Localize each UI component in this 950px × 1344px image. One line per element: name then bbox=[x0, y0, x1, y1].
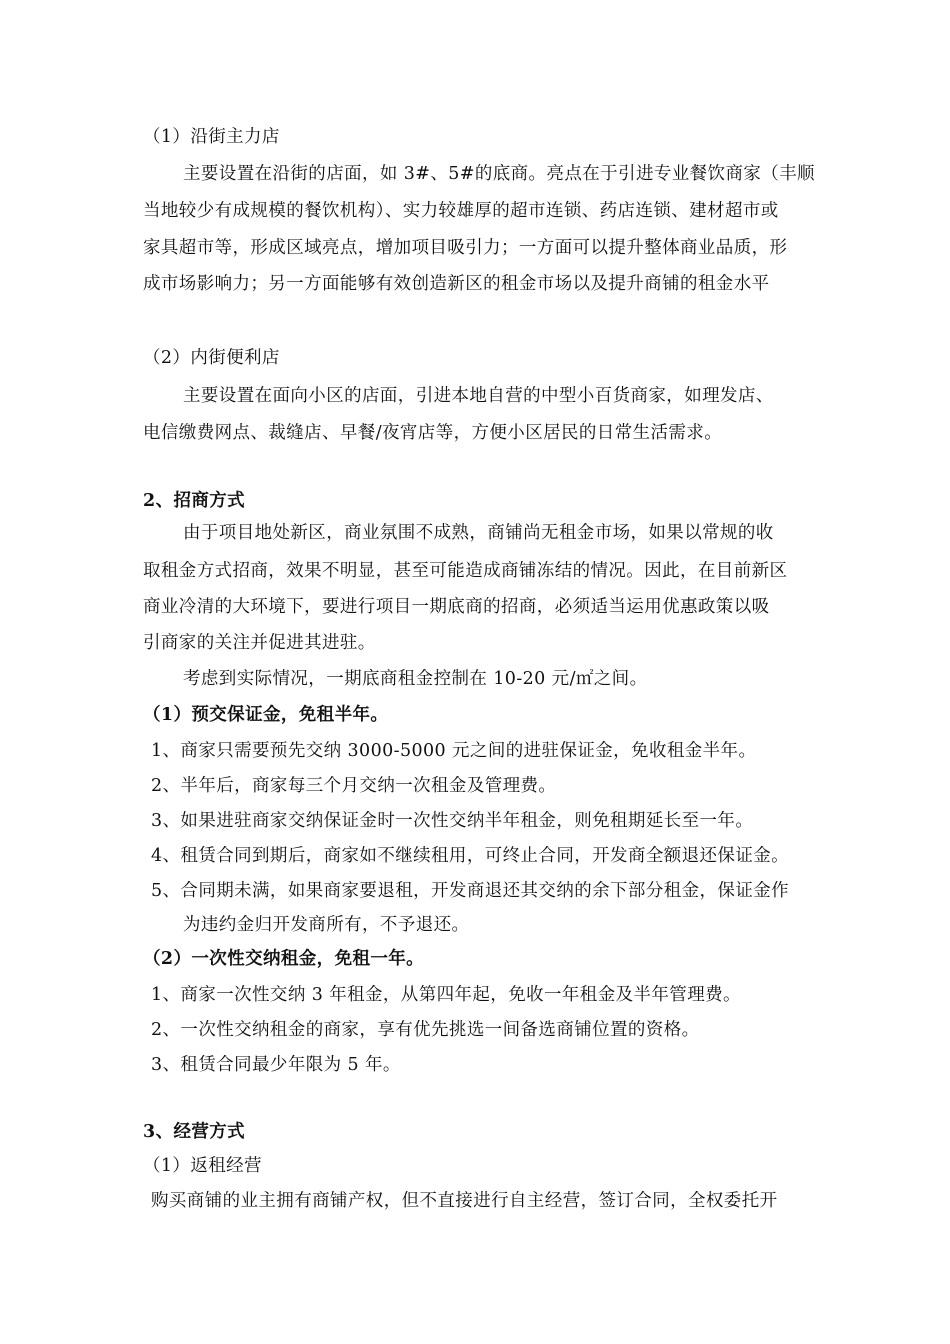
paragraph-line: 家具超市等，形成区域亮点，增加项目吸引力；一方面可以提升整体商业品质，形 bbox=[143, 238, 788, 258]
list-item: 2、半年后，商家每三个月交纳一次租金及管理费。 bbox=[151, 776, 557, 796]
paragraph-line: 当地较少有成规模的餐饮机构）、实力较雄厚的超市连锁、药店连锁、建材超市或 bbox=[143, 201, 779, 221]
paragraph-line: 引商家的关注并促进其进驻。 bbox=[143, 633, 376, 653]
list-item: 3、租赁合同最少年限为 5 年。 bbox=[151, 1055, 401, 1075]
section-heading-leasing-method: 2、招商方式 bbox=[143, 491, 246, 511]
paragraph-line: 购买商铺的业主拥有商铺产权，但不直接进行自主经营，签订合同，全权委托开 bbox=[151, 1191, 778, 1211]
paragraph-line: 由于项目地处新区，商业氛围不成熟，商铺尚无租金市场，如果以常规的收 bbox=[183, 523, 774, 543]
list-item: 3、如果进驻商家交纳保证金时一次性交纳半年租金，则免租期延长至一年。 bbox=[151, 811, 754, 831]
paragraph-line: 成市场影响力；另一方面能够有效创造新区的租金市场以及提升商铺的租金水平 bbox=[143, 274, 770, 294]
list-item: 1、商家只需要预先交纳 3000-5000 元之间的进驻保证金，免收租金半年。 bbox=[151, 741, 757, 761]
paragraph-line: 主要设置在面向小区的店面，引进本地自营的中型小百货商家，如理发店、 bbox=[183, 386, 774, 406]
paragraph-line: 电信缴费网点、裁缝店、早餐/夜宵店等，方便小区居民的日常生活需求。 bbox=[143, 423, 723, 443]
list-item: 2、一次性交纳租金的商家，享有优先挑选一间备选商铺位置的资格。 bbox=[151, 1020, 700, 1040]
section-heading-operation-method: 3、经营方式 bbox=[143, 1122, 246, 1142]
subheading-inner-street-store: （2）内街便利店 bbox=[143, 348, 280, 368]
list-item: 4、租赁合同到期后，商家如不继续租用，可终止合同，开发商全额退还保证金。 bbox=[151, 846, 790, 866]
list-item: 1、商家一次性交纳 3 年租金，从第四年起，免收一年租金及半年管理费。 bbox=[151, 985, 741, 1005]
list-item: 5、合同期未满，如果商家要退租，开发商退还其交纳的余下部分租金，保证金作 bbox=[151, 881, 790, 901]
paragraph-line: 商业冷清的大环境下，要进行项目一期底商的招商，必须适当运用优惠政策以吸 bbox=[143, 597, 770, 617]
paragraph-line: 主要设置在沿街的店面，如 3#、5#的底商。亮点在于引进专业餐饮商家（丰顺 bbox=[183, 164, 815, 184]
paragraph-line: 考虑到实际情况，一期底商租金控制在 10-20 元/㎡之间。 bbox=[183, 669, 648, 689]
subheading-street-anchor-store: （1）沿街主力店 bbox=[143, 127, 280, 147]
subheading-lump-sum-plan: （2）一次性交纳租金，免租一年。 bbox=[143, 949, 425, 969]
list-item-continuation: 为违约金归开发商所有，不予退还。 bbox=[183, 915, 470, 935]
subheading-leaseback: （1）返租经营 bbox=[143, 1156, 262, 1176]
paragraph-line: 取租金方式招商，效果不明显，甚至可能造成商铺冻结的情况。因此，在目前新区 bbox=[143, 561, 788, 581]
subheading-deposit-plan: （1）预交保证金，免租半年。 bbox=[143, 705, 389, 725]
